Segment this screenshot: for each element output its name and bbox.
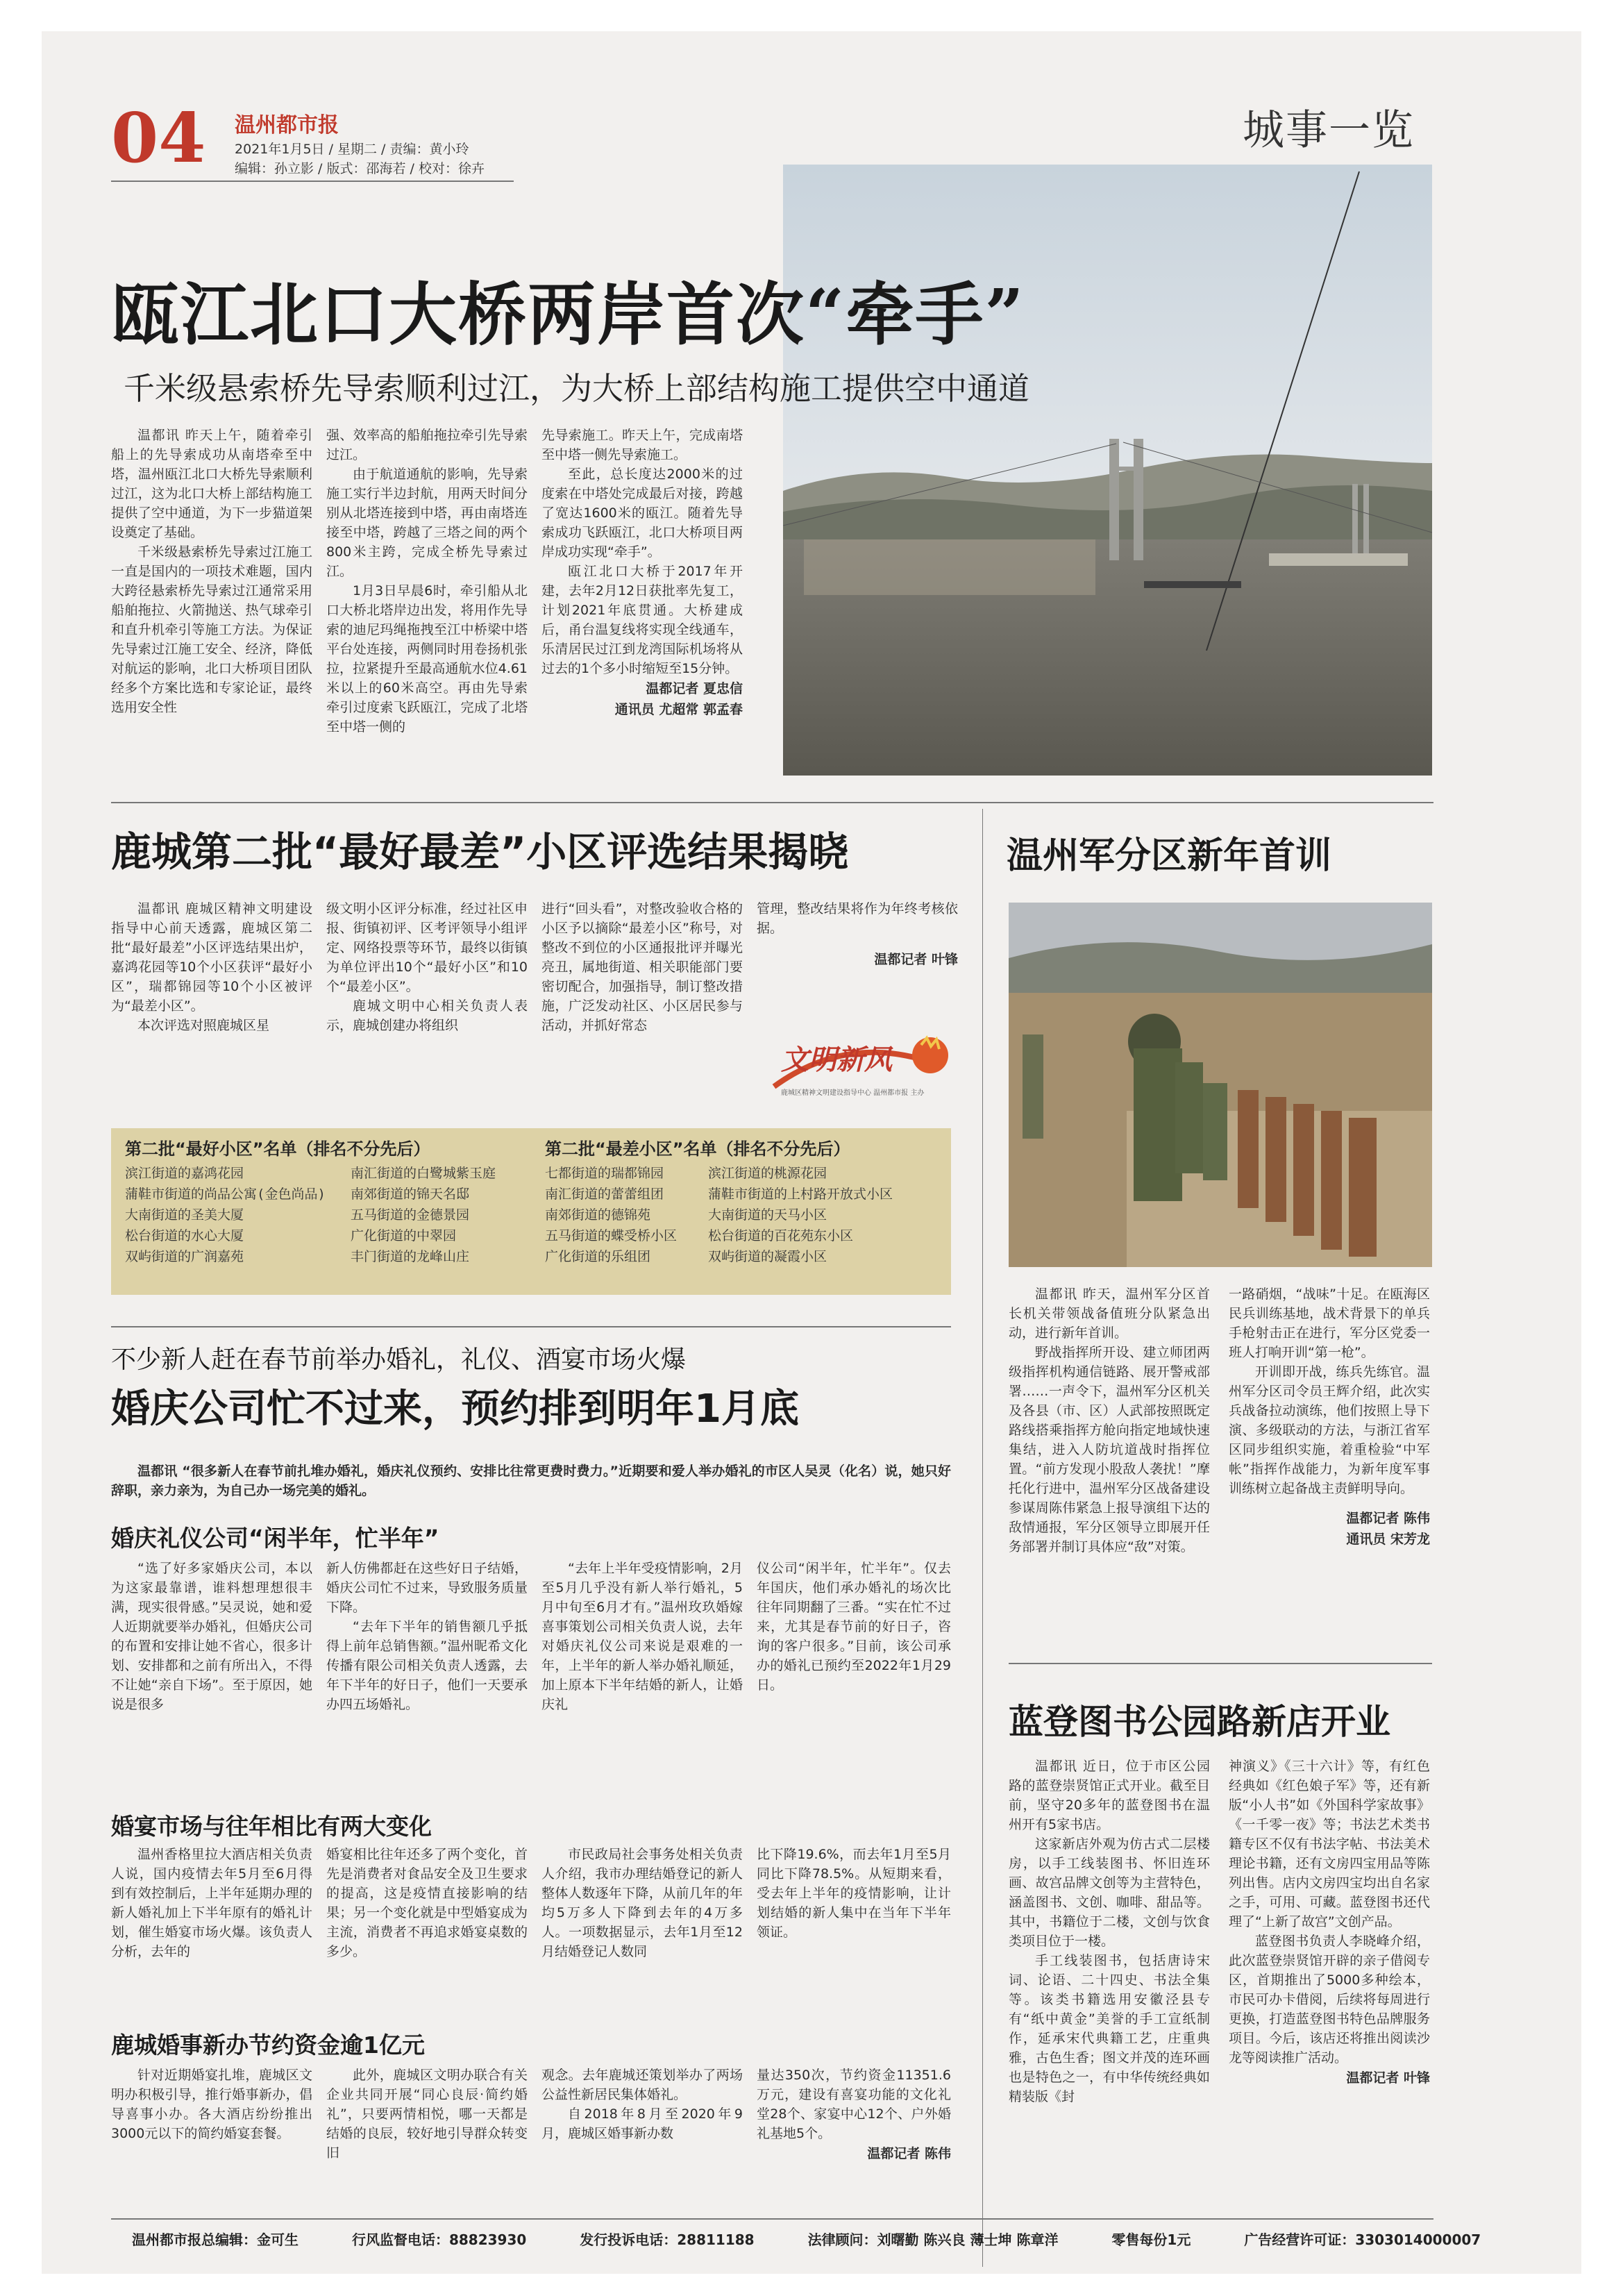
paragraph: 此外，鹿城区文明办联合有关企业共同开展“同心良辰·简约婚礼”，只要两情相悦，哪一天都是结婚的良辰，较好地引导群众转变旧 [326,2068,528,2161]
wedding-kicker: 不少新人赶在春节前举办婚礼，礼仪、酒宴市场火爆 [111,1346,687,1374]
list-item: 五马街道的金德景园 [351,1207,470,1223]
list-item: 大南街道的天马小区 [708,1207,827,1223]
footer-item: 零售每份1元 [1111,2231,1191,2248]
bridge-column-2 [326,426,528,737]
military-column-1 [1009,1284,1210,1557]
ranking-column-3 [541,899,743,1035]
wedding-s2-col-4 [757,1845,951,1942]
bridge-subheadline: 千米级悬索桥先导索顺利过江，为大桥上部结构施工提供空中通道 [124,370,1030,407]
byline: 温都记者 陈伟 [867,2146,951,2161]
list-item: 南郊街道的锦天名邸 [351,1187,470,1202]
list-item: 广化街道的乐组团 [545,1249,651,1264]
list-item: 松台街道的百花苑东小区 [708,1228,854,1243]
paragraph: 市民政局社会事务处相关负责人介绍，我市办理结婚登记的新人整体人数逐年下降，从前几年的年均5万多人下降到去年的4万多人。一项数据显示，去年1月至12月结婚登记人数同 [541,1847,743,1959]
ranking-headline: 鹿城第二批“最好最差”小区评选结果揭晓 [111,828,849,875]
bridge-photo [783,165,1432,776]
paragraph: 本次评选对照鹿城区星 [137,1018,270,1033]
civility-logo-text: 文明新风 [781,1044,892,1076]
wedding-s1-col-3 [541,1559,743,1714]
footer-item: 法律顾问：刘曙勤 陈兴良 薄士坤 陈章洋 [807,2231,1059,2248]
wedding-lead [111,1461,951,1500]
bookstore-column-2 [1229,1757,1430,2088]
masthead-rule [111,181,514,182]
wedding-s3-col-1 [111,2065,312,2143]
best-list-col-b [351,1163,496,1267]
section-title: 城事一览 [1243,106,1415,155]
list-item: 南汇街道的白鹭城紫玉庭 [351,1166,496,1181]
paragraph: 温都讯 近日，位于市区公园路的蓝登崇贤馆正式开业。截至目前，坚守20多年的蓝登图书在温州开有5家书店。 [1009,1759,1210,1832]
byline: 通讯员 宋芳龙 [1346,1532,1430,1547]
best-list-title: 第二批“最好小区”名单（排名不分先后） [125,1139,430,1159]
paragraph: 瓯江北口大桥于2017年开建，去年2月12日获批率先复工，计划2021年底贯通。大桥建成后，甬台温复线将实现全线通车，乐清居民过江到龙湾国际机场将从过去的1个多小时缩短至15分钟。 [541,564,743,676]
wedding-s3-col-4 [757,2065,951,2164]
list-item: 丰门街道的龙峰山庄 [351,1249,470,1264]
footer-rule [111,2218,1433,2220]
paragraph: 量达350次，节约资金11351.6万元，建设有喜宴功能的文化礼堂28个、家宴中心12个、户外婚礼基地5个。 [757,2068,951,2141]
paragraph: 婚宴相比往年还多了两个变化，首先是消费者对食品安全及卫生要求的提高，这是疫情直接影响的结果；另一个变化就是中型婚宴成为主流，消费者不再追求婚宴桌数的多少。 [326,1847,528,1959]
paragraph: 进行“回头看”，对整改验收合格的小区予以摘除“最差小区”称号，对整改不到位的小区通报批评并曝光亮丑，属地街道、相关职能部门要密切配合，加强指导，制订整改措施，广泛发动社区、小区居民参与活动，并抓好常态 [541,901,743,1033]
list-item: 南郊街道的德锦苑 [545,1207,651,1223]
paragraph: 一路硝烟，“战味”十足。在瓯海区民兵训练基地，战术背景下的单兵手枪射击正在进行，军分区党委一班人打响开训“第一枪”。 [1229,1287,1430,1360]
bridge-photo-image [783,165,1432,776]
military-photo [1009,903,1432,1267]
paragraph: 温都讯 昨天，温州军分区首长机关带领战备值班分队紧急出动，进行新年首训。 [1009,1287,1210,1341]
list-item: 大南街道的圣美大厦 [125,1207,244,1223]
footer-item: 行风监督电话：88823930 [351,2231,527,2248]
column-divider [982,809,983,2267]
date-line: 2021年1月5日 / 星期二 / 责编：黄小玲 [235,142,469,157]
list-item: 滨江街道的桃源花园 [708,1166,827,1181]
wedding-headline: 婚庆公司忙不过来，预约排到明年1月底 [111,1386,799,1432]
footer [132,2229,1529,2249]
section-divider [111,1326,951,1327]
paragraph: 自2018年8月至2020年9月，鹿城区婚事新办数 [541,2106,743,2141]
newspaper-page [42,31,1581,2274]
ranking-lists-box [111,1128,951,1295]
list-item: 松台街道的水心大厦 [125,1228,244,1243]
list-item: 双屿街道的广润嘉苑 [125,1249,244,1264]
paragraph: 神演义》《三十六计》等，有红色经典如《红色娘子军》等，还有新版“小人书”如《外国科学家故事》《一千零一夜》等；书法艺术类书籍专区不仅有书法字帖、书法美术理论书籍，还有文房四宝用品等陈列出售。店内文房四宝均出自名家之手，可用、可藏。蓝登图书还代理了“上新了故宫”文创产品。 [1229,1759,1430,1929]
best-list-col-a [125,1163,326,1267]
civility-logo [767,1024,955,1100]
paragraph: “去年下半年的销售额几乎抵得上前年总销售额。”温州昵希文化传播有限公司相关负责人透露，去年下半年的好日子，他们一天要承办四五场婚礼。 [326,1619,528,1712]
wedding-s2-col-2 [326,1845,528,1961]
paragraph: 蓝登图书负责人李晓峰介绍，此次蓝登崇贤馆开辟的亲子借阅专区，首期推出了5000多种绘本，市民可办卡借阅，后续将每周进行更换，打造蓝登图书特色品牌服务项目。今后，该店还将推出阅读沙龙等阅读推广活动。 [1229,1934,1430,2065]
worst-list-col-a [545,1163,677,1267]
ranking-column-1 [111,899,312,1035]
bookstore-column-1 [1009,1757,1210,2106]
wedding-subhead-2: 婚宴市场与往年相比有两大变化 [111,1813,432,1840]
ranking-column-2 [326,899,528,1035]
paragraph: 温都讯 鹿城区精神文明建设指导中心前天透露，鹿城区第二批“最好最差”小区评选结果出炉，嘉鸿花园等10个小区获评“最好小区”，瑞都锦园等10个小区被评为“最差小区”。 [111,901,312,1014]
paragraph: 温州香格里拉大酒店相关负责人说，国内疫情去年5月至6月得到有效控制后，上半年延期办理的新人婚礼加上下半年原有的婚礼计划，催生婚宴市场火爆。该负责人分析，去年的 [111,1847,312,1959]
paragraph: 手工线装图书，包括唐诗宋词、论语、二十四史、书法全集等。该类书籍选用安徽泾县专有“纸中黄金”美誉的手工宣纸制作，延承宋代典籍工艺，庄重典雅，古色生香；图文并茂的连环画也是特色之一，有中华传统经典如精装版《封 [1009,1953,1210,2104]
paragraph: “去年上半年受疫情影响，2月至5月几乎没有新人举行婚礼，5月中旬至6月才有。”温州玫玖婚嫁喜事策划公司相关负责人说，去年对婚庆礼仪公司来说是艰难的一年，上半年的新人举办婚礼顺延，加上原本下半年结婚的新人，让婚庆礼 [541,1561,743,1712]
wedding-subhead-3: 鹿城婚事新办节约资金逾1亿元 [111,2031,425,2059]
wedding-s1-col-4 [757,1559,951,1695]
wedding-s2-col-1 [111,1845,312,1961]
paragraph: 针对近期婚宴扎堆，鹿城区文明办积极引导，推行婚事新办，倡导喜事小办。各大酒店纷纷推出3000元以下的简约婚宴套餐。 [111,2068,312,2141]
list-item: 五马街道的蝶受桥小区 [545,1228,678,1243]
list-item: 双屿街道的凝霞小区 [708,1249,827,1264]
bookstore-headline: 蓝登图书公园路新店开业 [1009,1702,1390,1742]
footer-item: 广告经营许可证：3303014000007 [1244,2231,1481,2248]
ranking-column-4 [757,899,958,970]
footer-item: 温州都市报总编辑：金可生 [132,2231,298,2248]
wedding-s3-col-3 [541,2065,743,2143]
paper-name: 温州都市报 [235,113,339,137]
list-item: 滨江街道的嘉鸿花园 [125,1166,244,1181]
paragraph: 管理，整改结果将作为年终考核依据。 [757,901,958,936]
civility-logo-caption: 鹿城区精神文明建设指导中心 温州都市报 主办 [781,1089,925,1097]
paragraph: “选了好多家婚庆公司，本以为这家最靠谱，谁料想理想很丰满，现实很骨感。”吴灵说，她和爱人近期就要举办婚礼，但婚庆公司的布置和安排让她不省心，很多计划、安排都和之前有所出入，不得不让她“亲自下场”。至于原因，她说是很多 [111,1561,312,1712]
wedding-s2-col-3 [541,1845,743,1961]
paragraph: 新人仿佛都赶在这些好日子结婚，婚庆公司忙不过来，导致服务质量下降。 [326,1561,528,1615]
wedding-s1-col-1 [111,1559,312,1714]
paragraph: 这家新店外观为仿古式二层楼房，以手工线装图书、怀旧连环画、故宫品牌文创等为主营特色，涵盖图书、文创、咖啡、甜品等。其中，书籍位于二楼，文创与饮食类项目位于一楼。 [1009,1836,1210,1949]
list-item: 南汇街道的蕾蕾组团 [545,1187,664,1202]
paragraph: 至此，总长度达2000米的过度索在中塔处完成最后对接，跨越了宽达1600米的瓯江。随着先导索成功飞跃瓯江，北口大桥项目两岸成功实现“牵手”。 [541,467,743,560]
paragraph: 温都讯 “很多新人在春节前扎堆办婚礼，婚庆礼仪预约、安排比往常更费时费力。”近期要和爱人举办婚礼的市区人吴灵（化名）说，她只好辞职，亲力亲为，为自己办一场完美的婚礼。 [111,1464,951,1498]
bridge-column-3 [541,426,743,720]
paragraph: 观念。去年鹿城还策划举办了两场公益性新居民集体婚礼。 [541,2068,743,2102]
list-item: 七都街道的瑞都锦园 [545,1166,664,1181]
paragraph: 野战指挥所开设、建立师团两级指挥机构通信链路、展开警戒部署……一声令下，温州军分区机关及各县（市、区）人武部按照既定路线搭乘指挥方舱向指定地域快速集结，进入人防坑道战时指挥位置。“前方发现小股敌人袭扰！”摩托化行进中，温州军分区战备建设参谋周陈伟紧急上报导演组下达的敌情通报，军分区领导立即展开任务部署并制订具体应“敌”对策。 [1009,1345,1210,1555]
paragraph: 强、效率高的船舶拖拉牵引先导索过江。 [326,428,528,462]
military-photo-image [1009,903,1432,1267]
military-column-2 [1229,1284,1430,1550]
paragraph: 温都讯 昨天上午，随着牵引船上的先导索成功从南塔牵至中塔，温州瓯江北口大桥先导索顺利过江，这为北口大桥上部结构施工提供了空中通道，为下一步猫道架设奠定了基础。 [111,428,312,540]
worst-list-col-b [708,1163,893,1267]
section-divider [1009,1663,1432,1664]
page-number: 04 [111,99,206,178]
list-item: 广化街道的中翠园 [351,1228,457,1243]
list-item: 蒲鞋市街道的尚品公寓(金色尚品) [125,1187,326,1202]
byline: 通讯员 尤超常 郭孟春 [614,702,743,717]
byline: 温都记者 夏忠信 [646,681,743,696]
bridge-column-1 [111,426,312,717]
footer-item: 发行投诉电话：28811188 [580,2231,755,2248]
wedding-s1-col-2 [326,1559,528,1714]
paragraph: 比下降19.6%，而去年1月至5月同比下降78.5%。从短期来看，受去年上半年的疫情影响，让计划结婚的新人集中在当年下半年领证。 [757,1847,951,1940]
section-divider [111,802,1433,803]
paragraph: 千米级悬索桥先导索过江施工一直是国内的一项技术难题，国内大跨径悬索桥先导索过江通常采用船舶拖拉、火箭抛送、热气球牵引和直升机牵引等施工方法。为保证先导索过江施工安全、经济，降低对航运的影响，北口大桥项目团队经多个方案比选和专家论证，最终选用安全性 [111,544,312,715]
byline: 温都记者 叶锋 [874,952,958,967]
editors-line: 编辑：孙立影 / 版式：邵海若 / 校对：徐卉 [235,161,485,176]
paragraph: 级文明小区评分标准，经过社区申报、街镇初评、区考评领导小组评定、网络投票等环节，最终以街镇为单位评出10个“最好小区”和10个“最差小区”。 [326,901,528,994]
paragraph: 1月3日早晨6时，牵引船从北口大桥北塔岸边出发，将用作先导索的迪尼玛绳拖拽至江中桥梁中塔平台处连接，两侧同时用卷扬机张拉，拉紧提升至最高通航水位4.61米以上的60米高空。再由先导索牵引过度索飞跃瓯江，完成了北塔至中塔一侧的 [326,583,528,735]
worst-list-title: 第二批“最差小区”名单（排名不分先后） [545,1139,850,1159]
byline: 温都记者 叶锋 [1346,2070,1430,2086]
byline: 温都记者 陈伟 [1346,1511,1430,1526]
wedding-subhead-1: 婚庆礼仪公司“闲半年，忙半年” [111,1525,439,1552]
bridge-headline: 瓯江北口大桥两岸首次“牵手” [111,275,1025,355]
paragraph: 鹿城文明中心相关负责人表示，鹿城创建办将组织 [326,998,528,1033]
paragraph: 先导索施工。昨天上午，完成南塔至中塔一侧先导索施工。 [541,428,743,462]
paragraph: 开训即开战，练兵先练官。温州军分区司令员王辉介绍，此次实兵战备拉动演练，他们按照上导下演、多级联动的方法，与浙江省军区同步组织实施，着重检验“中军帐”指挥作战能力，为新年度军事训练树立起备战主责鲜明导向。 [1229,1364,1430,1496]
wedding-s3-col-2 [326,2065,528,2163]
paragraph: 仪公司“闲半年，忙半年”。仅去年国庆，他们承办婚礼的场次比往年同期翻了三番。“实在忙不过来，尤其是春节前的好日子，咨询的客户很多。”目前，该公司承办的婚礼已预约至2022年1月29日。 [757,1561,951,1693]
military-headline: 温州军分区新年首训 [1007,835,1332,877]
paragraph: 由于航道通航的影响，先导索施工实行半边封航，用两天时间分别从北塔连接到中塔，再由南塔连接至中塔，跨越了三塔之间的两个800米主跨，完成全桥先导索过江。 [326,467,528,579]
list-item: 蒲鞋市街道的上村路开放式小区 [708,1187,893,1202]
